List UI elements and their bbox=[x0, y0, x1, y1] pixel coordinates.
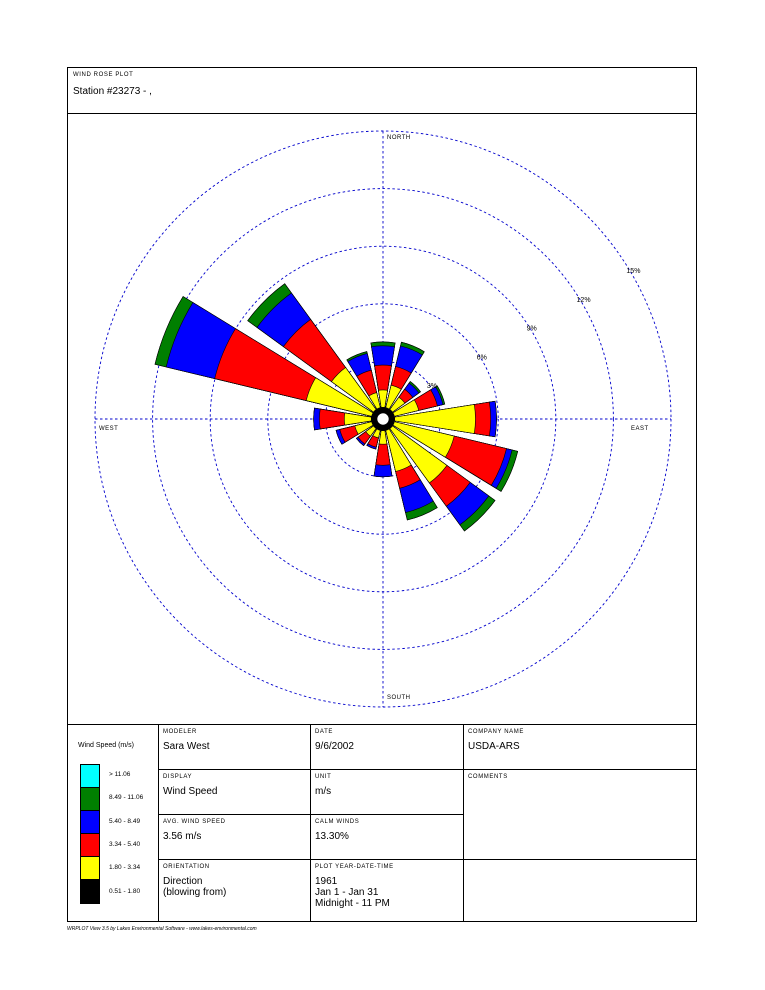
legend-swatch bbox=[81, 811, 99, 834]
orientation-value: Direction bbox=[163, 876, 203, 887]
compass-west: WEST bbox=[99, 426, 119, 432]
avg-speed-cell bbox=[159, 815, 311, 860]
petals-layer bbox=[155, 284, 518, 531]
comments-cell bbox=[464, 770, 696, 860]
legend-label: 0.51 - 1.80 bbox=[109, 887, 141, 895]
comments-label: COMMENTS bbox=[468, 774, 508, 780]
ring-labels-layer bbox=[427, 268, 641, 390]
station-name: Station #23273 - , bbox=[73, 86, 152, 97]
plot-time-cell bbox=[311, 860, 464, 922]
plot-title: WIND ROSE PLOT bbox=[73, 72, 134, 78]
legend bbox=[68, 725, 159, 922]
wind-rose-frame bbox=[67, 67, 697, 922]
legend-label: 5.40 - 8.49 bbox=[109, 817, 141, 825]
compass-north: NORTH bbox=[387, 135, 411, 141]
orientation-note: (blowing from) bbox=[163, 887, 227, 898]
legend-label: 3.34 - 5.40 bbox=[109, 840, 141, 848]
display-label: DISPLAY bbox=[163, 774, 193, 780]
compass-south: SOUTH bbox=[387, 695, 411, 701]
calm-winds-value: 13.30% bbox=[315, 831, 349, 842]
info-panel bbox=[68, 724, 696, 922]
company-value: USDA-ARS bbox=[468, 741, 520, 752]
legend-title: Wind Speed (m/s) bbox=[78, 742, 135, 749]
avg-speed-label: AVG. WIND SPEED bbox=[163, 819, 226, 825]
legend-swatch bbox=[81, 765, 99, 788]
ring-label-6: 6% bbox=[476, 354, 487, 362]
unit-label: UNIT bbox=[315, 774, 332, 780]
calm-center-circle bbox=[377, 413, 389, 425]
plot-hours: Midnight - 11 PM bbox=[315, 898, 390, 909]
orientation-label: ORIENTATION bbox=[163, 864, 210, 870]
ring-label-12: 12% bbox=[576, 296, 591, 304]
calm-winds-label: CALM WINDS bbox=[315, 819, 360, 825]
compass-east: EAST bbox=[631, 426, 649, 432]
date-label: DATE bbox=[315, 729, 333, 735]
modeler-value: Sara West bbox=[163, 741, 210, 752]
orientation-cell bbox=[159, 860, 311, 922]
ring-label-3: 3% bbox=[426, 383, 438, 391]
legend-swatches bbox=[80, 764, 100, 904]
wind-rose-chart bbox=[68, 68, 696, 724]
display-cell bbox=[159, 770, 311, 815]
legend-swatch bbox=[81, 880, 99, 903]
plot-year: 1961 bbox=[315, 876, 338, 887]
avg-speed-value: 3.56 m/s bbox=[163, 831, 202, 842]
modeler-cell bbox=[159, 725, 311, 770]
blank-cell bbox=[464, 860, 696, 922]
ring-label-15: 15% bbox=[626, 268, 641, 275]
display-value: Wind Speed bbox=[163, 786, 218, 797]
legend-label: 1.80 - 3.34 bbox=[109, 864, 141, 872]
plot-time-label: PLOT YEAR-DATE-TIME bbox=[315, 864, 394, 870]
company-label: COMPANY NAME bbox=[468, 729, 524, 735]
unit-cell bbox=[311, 770, 464, 815]
calm-winds-cell bbox=[311, 815, 464, 860]
software-credit: WRPLOT View 3.5 by Lakes Environmental Software - www.lakes-environmental.com bbox=[67, 926, 257, 932]
legend-swatch bbox=[81, 834, 99, 857]
legend-swatch bbox=[81, 788, 99, 811]
legend-label: 8.49 - 11.06 bbox=[109, 794, 144, 802]
legend-swatch bbox=[81, 857, 99, 880]
ring-label-9: 9% bbox=[526, 325, 537, 333]
plot-dates: Jan 1 - Jan 31 bbox=[315, 887, 379, 898]
date-cell bbox=[311, 725, 464, 770]
legend-label: > 11.06 bbox=[109, 771, 131, 778]
modeler-label: MODELER bbox=[163, 729, 197, 735]
company-cell bbox=[464, 725, 696, 770]
unit-value: m/s bbox=[315, 786, 332, 797]
date-value: 9/6/2002 bbox=[315, 741, 354, 752]
